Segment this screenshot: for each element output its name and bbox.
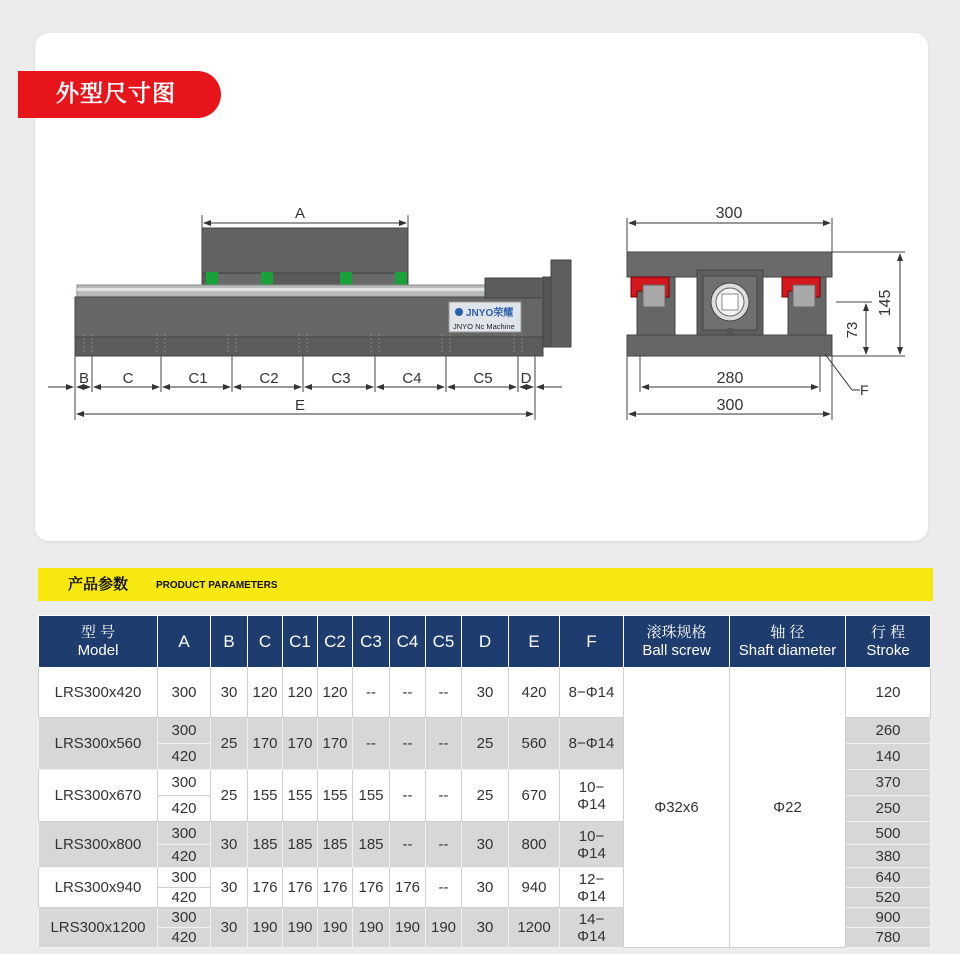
table-cell: 640 [846, 868, 931, 888]
header-cell [846, 616, 931, 668]
table-header [39, 616, 931, 668]
table-cell: 155 [353, 770, 390, 822]
table-cell: 190 [318, 908, 353, 948]
table-cell: 185 [353, 822, 390, 868]
table-cell: 120 [318, 668, 353, 718]
header-en: Ball screw [642, 641, 711, 659]
f-value: 8−Φ14 [568, 735, 615, 752]
table-cell: 190 [426, 908, 462, 948]
table-cell: LRS300x800 [39, 822, 158, 868]
dimension-drawing-title: 外型尺寸图 [18, 71, 221, 118]
f-value: Φ14 [577, 844, 606, 862]
table-cell: 30 [462, 868, 509, 908]
table-cell: 560 [509, 718, 560, 770]
header-cell [39, 616, 158, 668]
f-value: 10− [578, 778, 605, 796]
table-cell [560, 868, 624, 908]
table-cell: LRS300x420 [39, 668, 158, 718]
table-cell: 380 [846, 845, 931, 868]
f-value: 12− [578, 870, 605, 888]
table-cell: LRS300x1200 [39, 908, 158, 948]
f-value: Φ14 [577, 795, 606, 813]
table-cell: -- [426, 668, 462, 718]
dim-label-C5: C5 [473, 370, 493, 387]
header-cell: C4 [390, 616, 426, 668]
dim-label-C: C [122, 370, 134, 387]
table-cell: 176 [390, 868, 426, 908]
table-cell: -- [426, 868, 462, 908]
table-cell: 420 [158, 796, 211, 822]
table-cell: 370 [846, 770, 931, 796]
table-cell: 176 [353, 868, 390, 908]
table-cell: 500 [846, 822, 931, 845]
brand-plate-text: JNYO Nc Machine [453, 322, 515, 331]
dim-label-73: 73 [844, 321, 861, 339]
dim-label-C3: C3 [331, 370, 351, 387]
table-cell: 30 [211, 868, 248, 908]
header-cell [730, 616, 846, 668]
dim-label-top-300: 300 [715, 205, 743, 222]
table-cell: 900 [846, 908, 931, 928]
table-cell: 190 [353, 908, 390, 948]
table-cell: 420 [158, 928, 211, 948]
f-value: 10− [578, 827, 605, 845]
table-cell: -- [426, 718, 462, 770]
table-cell: 155 [318, 770, 353, 822]
table-cell: 300 [158, 822, 211, 845]
table-cell [560, 770, 624, 822]
table-cell: 260 [846, 718, 931, 744]
table-cell: 30 [462, 908, 509, 948]
table-cell: 25 [462, 770, 509, 822]
f-value: 14− [578, 910, 605, 928]
table-cell: 176 [283, 868, 318, 908]
table-cell: 250 [846, 796, 931, 822]
dim-label-145: 145 [877, 289, 894, 317]
dim-label-300: 300 [716, 397, 744, 414]
dim-label-C4: C4 [402, 370, 422, 387]
header-zh: 轴 径 [770, 623, 805, 641]
header-cell: A [158, 616, 211, 668]
table-cell: 176 [318, 868, 353, 908]
table-cell: 800 [509, 822, 560, 868]
header-cell: E [509, 616, 560, 668]
header-cell: C1 [283, 616, 318, 668]
header-cell: C3 [353, 616, 390, 668]
table-cell: 25 [211, 770, 248, 822]
table-cell: 300 [158, 908, 211, 928]
table-cell: 30 [462, 822, 509, 868]
table-cell: 170 [248, 718, 283, 770]
table-cell: 170 [318, 718, 353, 770]
header-cell: C [248, 616, 283, 668]
params-title-band [38, 568, 933, 601]
header-zh: 行 程 [870, 623, 906, 641]
table-cell: 25 [211, 718, 248, 770]
table-cell: 300 [158, 868, 211, 888]
table-cell: 300 [158, 718, 211, 744]
params-table [38, 615, 931, 948]
table-cell: -- [426, 770, 462, 822]
brand-logo: JNYO荣耀 [466, 308, 514, 319]
f-value: Φ14 [577, 927, 606, 945]
table-cell: 190 [390, 908, 426, 948]
table-cell: 185 [248, 822, 283, 868]
f-value: 8−Φ14 [568, 684, 615, 701]
table-cell: 420 [158, 845, 211, 868]
table-cell: -- [353, 668, 390, 718]
table-cell: 185 [283, 822, 318, 868]
table-cell: 300 [158, 668, 211, 718]
table-row [39, 668, 931, 718]
table-cell: 185 [318, 822, 353, 868]
dim-label-280: 280 [716, 370, 744, 387]
table-cell [560, 908, 624, 948]
dim-label-F: F [860, 382, 869, 398]
header-en: Model [77, 641, 119, 659]
header-zh: 滚珠规格 [646, 623, 707, 641]
table-cell [560, 668, 624, 718]
table-cell: 30 [211, 908, 248, 948]
table-cell: Φ22 [730, 668, 846, 948]
front-view [48, 205, 571, 420]
table-cell: 420 [158, 744, 211, 770]
header-cell [624, 616, 730, 668]
params-title-en: PRODUCT PARAMETERS [156, 580, 278, 591]
table-cell: LRS300x940 [39, 868, 158, 908]
header-cell: C2 [318, 616, 353, 668]
table-cell: -- [353, 718, 390, 770]
table-cell: 155 [248, 770, 283, 822]
header-en: Stroke [866, 641, 910, 659]
table-cell: 420 [509, 668, 560, 718]
dim-label-A: A [294, 205, 306, 222]
header-cell: F [560, 616, 624, 668]
table-cell [560, 822, 624, 868]
header-cell: B [211, 616, 248, 668]
table-cell: 155 [283, 770, 318, 822]
dim-label-C1: C1 [188, 370, 208, 387]
table-cell: 25 [462, 718, 509, 770]
table-cell: -- [390, 822, 426, 868]
header-cell: D [462, 616, 509, 668]
table-cell: -- [390, 718, 426, 770]
table-cell: -- [426, 822, 462, 868]
header-en: Shaft diameter [738, 641, 837, 659]
dim-label-E: E [294, 397, 306, 414]
f-value: Φ14 [577, 887, 606, 905]
table-cell: 140 [846, 744, 931, 770]
dim-label-D: D [520, 370, 532, 387]
table-cell: 170 [283, 718, 318, 770]
table-cell: 190 [248, 908, 283, 948]
header-cell: C5 [426, 616, 462, 668]
table-cell: 190 [283, 908, 318, 948]
table-cell: 670 [509, 770, 560, 822]
table-cell: 30 [211, 668, 248, 718]
dim-label-B: B [78, 370, 90, 387]
table-cell: 120 [846, 668, 931, 718]
dim-label-C2: C2 [259, 370, 279, 387]
table-cell [560, 718, 624, 770]
side-view [627, 205, 905, 420]
table-cell: -- [390, 668, 426, 718]
table-cell: LRS300x560 [39, 718, 158, 770]
table-cell: 940 [509, 868, 560, 908]
table-cell: 300 [158, 770, 211, 796]
table-cell: 120 [248, 668, 283, 718]
table-cell: 780 [846, 928, 931, 948]
params-title-zh: 产品参数 [68, 575, 129, 593]
table-cell: 30 [462, 668, 509, 718]
table-cell: LRS300x670 [39, 770, 158, 822]
header-zh: 型 号 [80, 623, 116, 641]
table-cell: 520 [846, 888, 931, 908]
table-cell: -- [390, 770, 426, 822]
table-cell: 120 [283, 668, 318, 718]
table-cell: 1200 [509, 908, 560, 948]
table-cell: 176 [248, 868, 283, 908]
table-cell: Φ32x6 [624, 668, 730, 948]
table-cell: 420 [158, 888, 211, 908]
table-cell: 30 [211, 822, 248, 868]
